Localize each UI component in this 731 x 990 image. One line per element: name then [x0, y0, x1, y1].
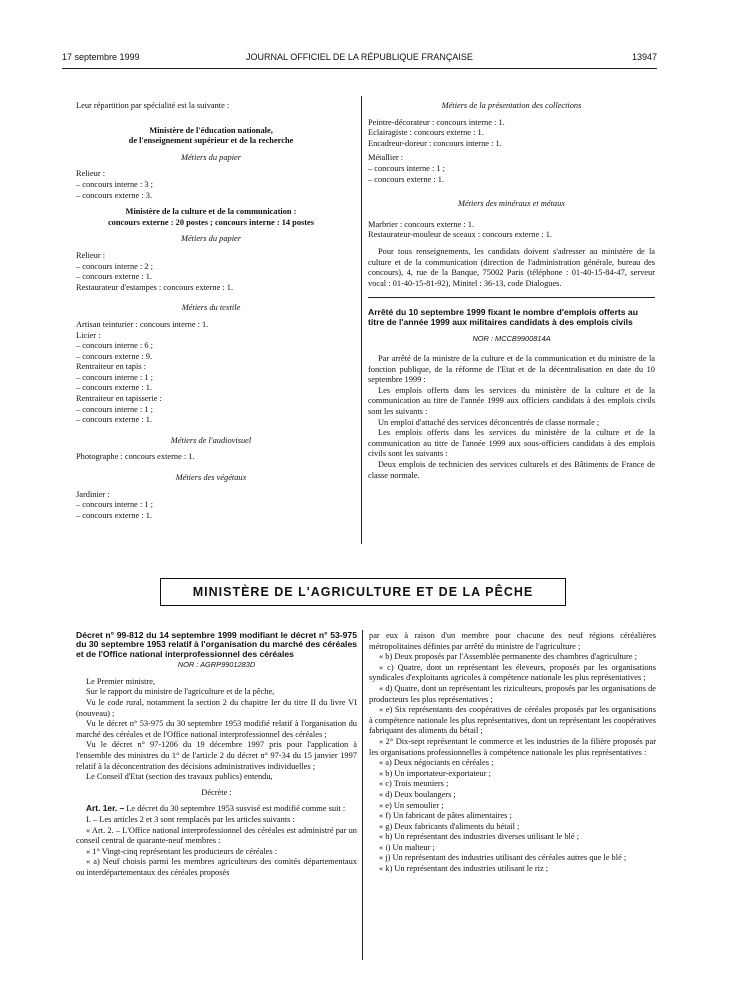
- contact-paragraph: Pour tous renseignements, les candidats doivent s'adresser au ministère de la culture et de la communication (direction de l'administration générale, bureau des concours), 4, rue de la Banque, 75002 Paris (téléphone : 01-40-15-84-47, serveur vocal : 01-40-15-81-92), Minitel : 36-13, code Dialogues.: [368, 246, 655, 288]
- list-item: – concours interne : 6 ;: [76, 341, 153, 351]
- decree-paragraph: I. – Les articles 2 et 3 sont remplacés par les articles suivants :: [86, 814, 295, 824]
- decree-title: Décret n° 99-812 du 14 septembre 1999 modifiant le décret n° 53-975 du 30 septembre 1953 relatif à l'organisation du marché des céréales et de l'Office national interprofessionnel des céréales: [76, 630, 357, 659]
- arrete-paragraph: Les emplois offerts dans les services du ministère de la culture et de la communication au titre de l'année 1999 aux sous-officiers candidats à des emplois civils sont les suivants :: [368, 428, 655, 459]
- section-rule: [368, 297, 655, 298]
- arrete-paragraph: Deux emplois de technicien des services culturels et des Bâtiments de France de classe normale.: [368, 460, 655, 480]
- section-title-textile: Métiers du textile: [181, 303, 241, 313]
- article-1-text: Le décret du 30 septembre 1953 susvisé est modifié comme suit :: [126, 804, 346, 814]
- list-item: Restaurateur-mouleur de sceaux : concours externe : 1.: [368, 230, 553, 240]
- column-separator: [361, 96, 362, 544]
- article-1: [76, 803, 357, 815]
- list-item: Licier :: [76, 330, 101, 340]
- decree-list-item: « e) Un semoulier ;: [379, 800, 444, 810]
- section-title-papier-1: Métiers du papier: [180, 152, 241, 162]
- list-item: – concours externe : 9.: [76, 351, 153, 361]
- decree-paragraph: Le Conseil d'Etat (section des travaux publics) entendu,: [86, 772, 273, 782]
- decree-paragraph: Vu le décret n° 97-1206 du 19 décembre 1997 pris pour l'application à l'ensemble des ministres du 1° de l'article 2 du décret n° 97-34 du 15 janvier 1997 relatif à la déconcentration des décisions administratives individuelles ;: [76, 740, 357, 771]
- decree-paragraph: Vu le code rural, notamment la section 2 du chapitre Ier du titre II du livre VI (nouveau) ;: [76, 698, 357, 718]
- list-item: – concours interne : 1 ;: [368, 163, 445, 173]
- list-item: Peintre-décorateur : concours interne : 1.: [368, 117, 505, 127]
- arrete-paragraph: Un emploi d'attaché des services déconcentrés de classe normale ;: [378, 417, 600, 427]
- list-item: Métallier :: [368, 153, 404, 163]
- decree-list-item: « c) Trois meuniers ;: [379, 779, 449, 789]
- decree-paragraph: « 2° Dix-sept représentant le commerce et les industries de la filière proposés par les organisations professionnelles à compétence nationale les plus représentatives :: [369, 736, 656, 757]
- section-title-mineraux: Métiers des minéraux et métaux: [458, 199, 565, 209]
- header-journal-title: JOURNAL OFFICIEL DE LA RÉPUBLIQUE FRANÇAISE: [246, 52, 473, 62]
- arrete-paragraph: Par arrêté de la ministre de la culture et de la communication et du ministre de la fonction publique, de la réforme de l'Etat et de la décentralisation en date du 10 septembre 1999 :: [368, 354, 655, 385]
- list-papier-1: [76, 169, 346, 201]
- ministry-heading-1: [76, 126, 346, 147]
- list-item: – concours interne : 1 ;: [76, 404, 153, 414]
- intro-text: Leur répartition par spécialité est la suivante :: [76, 101, 230, 110]
- page-header: [62, 52, 657, 66]
- ministry-1-line-2: de l'enseignement supérieur et de la recherche: [128, 136, 294, 146]
- list-item: Relieur :: [76, 250, 106, 260]
- header-date: 17 septembre 1999: [62, 52, 140, 62]
- decree-list-item: « b) Un importateur-exportateur ;: [379, 768, 491, 778]
- decree-list-item: « j) Un représentant des industries utilisant des céréales autres que le blé ;: [379, 853, 627, 863]
- list-item: Rentraiteur en tapis :: [76, 362, 147, 372]
- decree-paragraph: « d) Quatre, dont un représentant les riziculteurs, proposés par les organisations de producteurs les plus représentatives ;: [369, 683, 656, 704]
- list-item: Rentraiteur en tapisserie :: [76, 394, 162, 404]
- decree-paragraph: « e) Six représentants des coopératives de céréales proposés par les organisations à compétence nationale les plus représentatives, dont un représentant les coopératives fabriquant des aliments du bétail ;: [369, 705, 656, 736]
- section-title-audiovisuel: Métiers de l'audiovisuel: [170, 435, 252, 445]
- arrete-nor: NOR : MCCB9900814A: [472, 333, 551, 343]
- column-separator-bottom: [362, 630, 363, 960]
- ministry-2-line-2: concours externe : 20 postes ; concours interne : 14 postes: [107, 217, 315, 227]
- list-item: – concours externe : 3.: [76, 190, 153, 200]
- list-item: Eclairagiste : concours externe : 1.: [368, 128, 484, 138]
- list-item: – concours interne : 3 ;: [76, 179, 153, 189]
- list-item: Photographe : concours externe : 1.: [76, 452, 195, 462]
- decree-list-item: « f) Un fabricant de pâtes alimentaires ;: [379, 811, 512, 821]
- decree-list-item: « g) Deux fabricants d'aliments du bétail ;: [379, 821, 520, 831]
- list-item: Restaurateur d'estampes : concours externe : 1.: [76, 282, 234, 292]
- list-presentation: [368, 118, 655, 186]
- list-mineraux: [368, 220, 655, 241]
- decree-paragraph: « Art. 2. – L'Office national interprofessionnel des céréales est administré par un conseil central de quarante-neuf membres :: [76, 825, 357, 846]
- ministry-heading-2: [76, 207, 346, 228]
- decrete-label: Décrète :: [201, 787, 232, 797]
- list-item: Artisan teinturier : concours interne : 1.: [76, 319, 209, 329]
- right-bottom-column: [369, 631, 656, 875]
- decree-paragraph: « b) Deux proposés par l'Assemblée permanente des chambres d'agriculture ;: [379, 652, 637, 662]
- list-item: Encadreur-doreur : concours interne : 1.: [368, 138, 502, 148]
- article-1-heading: Art. 1er. –: [86, 803, 125, 814]
- decree-paragraph: « 1° Vingt-cinq représentant les producteurs de céréales :: [86, 846, 278, 856]
- right-top-column: [368, 101, 655, 481]
- list-item: – concours interne : 1 ;: [76, 372, 153, 382]
- list-papier-2: [76, 251, 346, 293]
- decree-paragraph: « a) Neuf choisis parmi les membres agriculteurs des comités départementaux ou interdépartementaux des céréales proposés: [76, 857, 357, 877]
- ministry-banner-text: MINISTÈRE DE L'AGRICULTURE ET DE LA PÊCHE: [192, 585, 534, 599]
- section-title-presentation: Métiers de la présentation des collections: [441, 101, 582, 110]
- decree-list-item: « d) Deux boulangers ;: [379, 789, 456, 799]
- arrete-paragraph: Les emplois offerts dans les services du ministère de la culture et de la communication au titre de l'année 1999 aux officiers candidats à des emplois civils sont les suivants :: [368, 385, 655, 417]
- list-vegetaux: [76, 490, 346, 522]
- decree-paragraph: Vu le décret n° 53-975 du 30 septembre 1953 modifié relatif à l'organisation du marché des céréales et de l'Office national interprofessionnel des céréales ;: [76, 719, 357, 739]
- list-item: – concours externe : 1.: [76, 510, 153, 520]
- decree-nor: NOR : AGRP9901283D: [177, 660, 256, 670]
- list-item: – concours externe : 1.: [368, 174, 445, 184]
- decree-paragraph: Sur le rapport du ministre de l'agriculture et de la pêche,: [86, 687, 275, 697]
- decree-list-item: « a) Deux négociants en céréales ;: [379, 758, 494, 768]
- list-item: – concours interne : 2 ;: [76, 261, 153, 271]
- list-item: Relieur :: [76, 169, 106, 179]
- decree-paragraph: Le Premier ministre,: [86, 676, 156, 686]
- section-title-vegetaux: Métiers des végétaux: [175, 473, 247, 483]
- ministry-banner: [160, 578, 566, 606]
- left-bottom-column: [76, 631, 357, 879]
- list-item: – concours externe : 1.: [76, 272, 153, 282]
- list-item: – concours externe : 1.: [76, 415, 153, 425]
- decree-list-item: « h) Un représentant des industries diverses utilisant le blé ;: [379, 832, 580, 842]
- list-item: – concours externe : 1.: [76, 383, 153, 393]
- ministry-1-line-1: Ministère de l'éducation nationale,: [149, 125, 273, 135]
- list-textile: [76, 320, 346, 426]
- list-item: Jardinier :: [76, 489, 110, 499]
- arrete-title: Arrêté du 10 septembre 1999 fixant le nombre d'emplois offerts au titre de l'année 1999 aux militaires candidats à des emplois civils: [368, 307, 638, 327]
- left-top-column: [76, 101, 346, 521]
- ministry-2-line-1: Ministère de la culture et de la communication :: [125, 207, 297, 217]
- list-item: – concours interne : 1 ;: [76, 500, 153, 510]
- header-rule: [62, 68, 657, 69]
- header-page-number: 13947: [631, 52, 657, 62]
- decree-paragraph: par eux à raison d'un membre pour chacune des neuf régions céréalières métropolitaines définies par arrêté du ministre de l'agriculture ;: [369, 631, 656, 651]
- decree-paragraph: « c) Quatre, dont un représentant les éleveurs, proposés par les organisations syndicales d'exploitants agricoles à compétence nationale les plus représentatives ;: [369, 662, 656, 683]
- decree-list-item: « i) Un malteur ;: [379, 842, 435, 852]
- list-item: Marbrier : concours externe : 1.: [368, 219, 475, 229]
- section-title-papier-2: Métiers du papier: [180, 234, 241, 244]
- decree-list-item: « k) Un représentant des industries utilisant le riz ;: [379, 864, 549, 874]
